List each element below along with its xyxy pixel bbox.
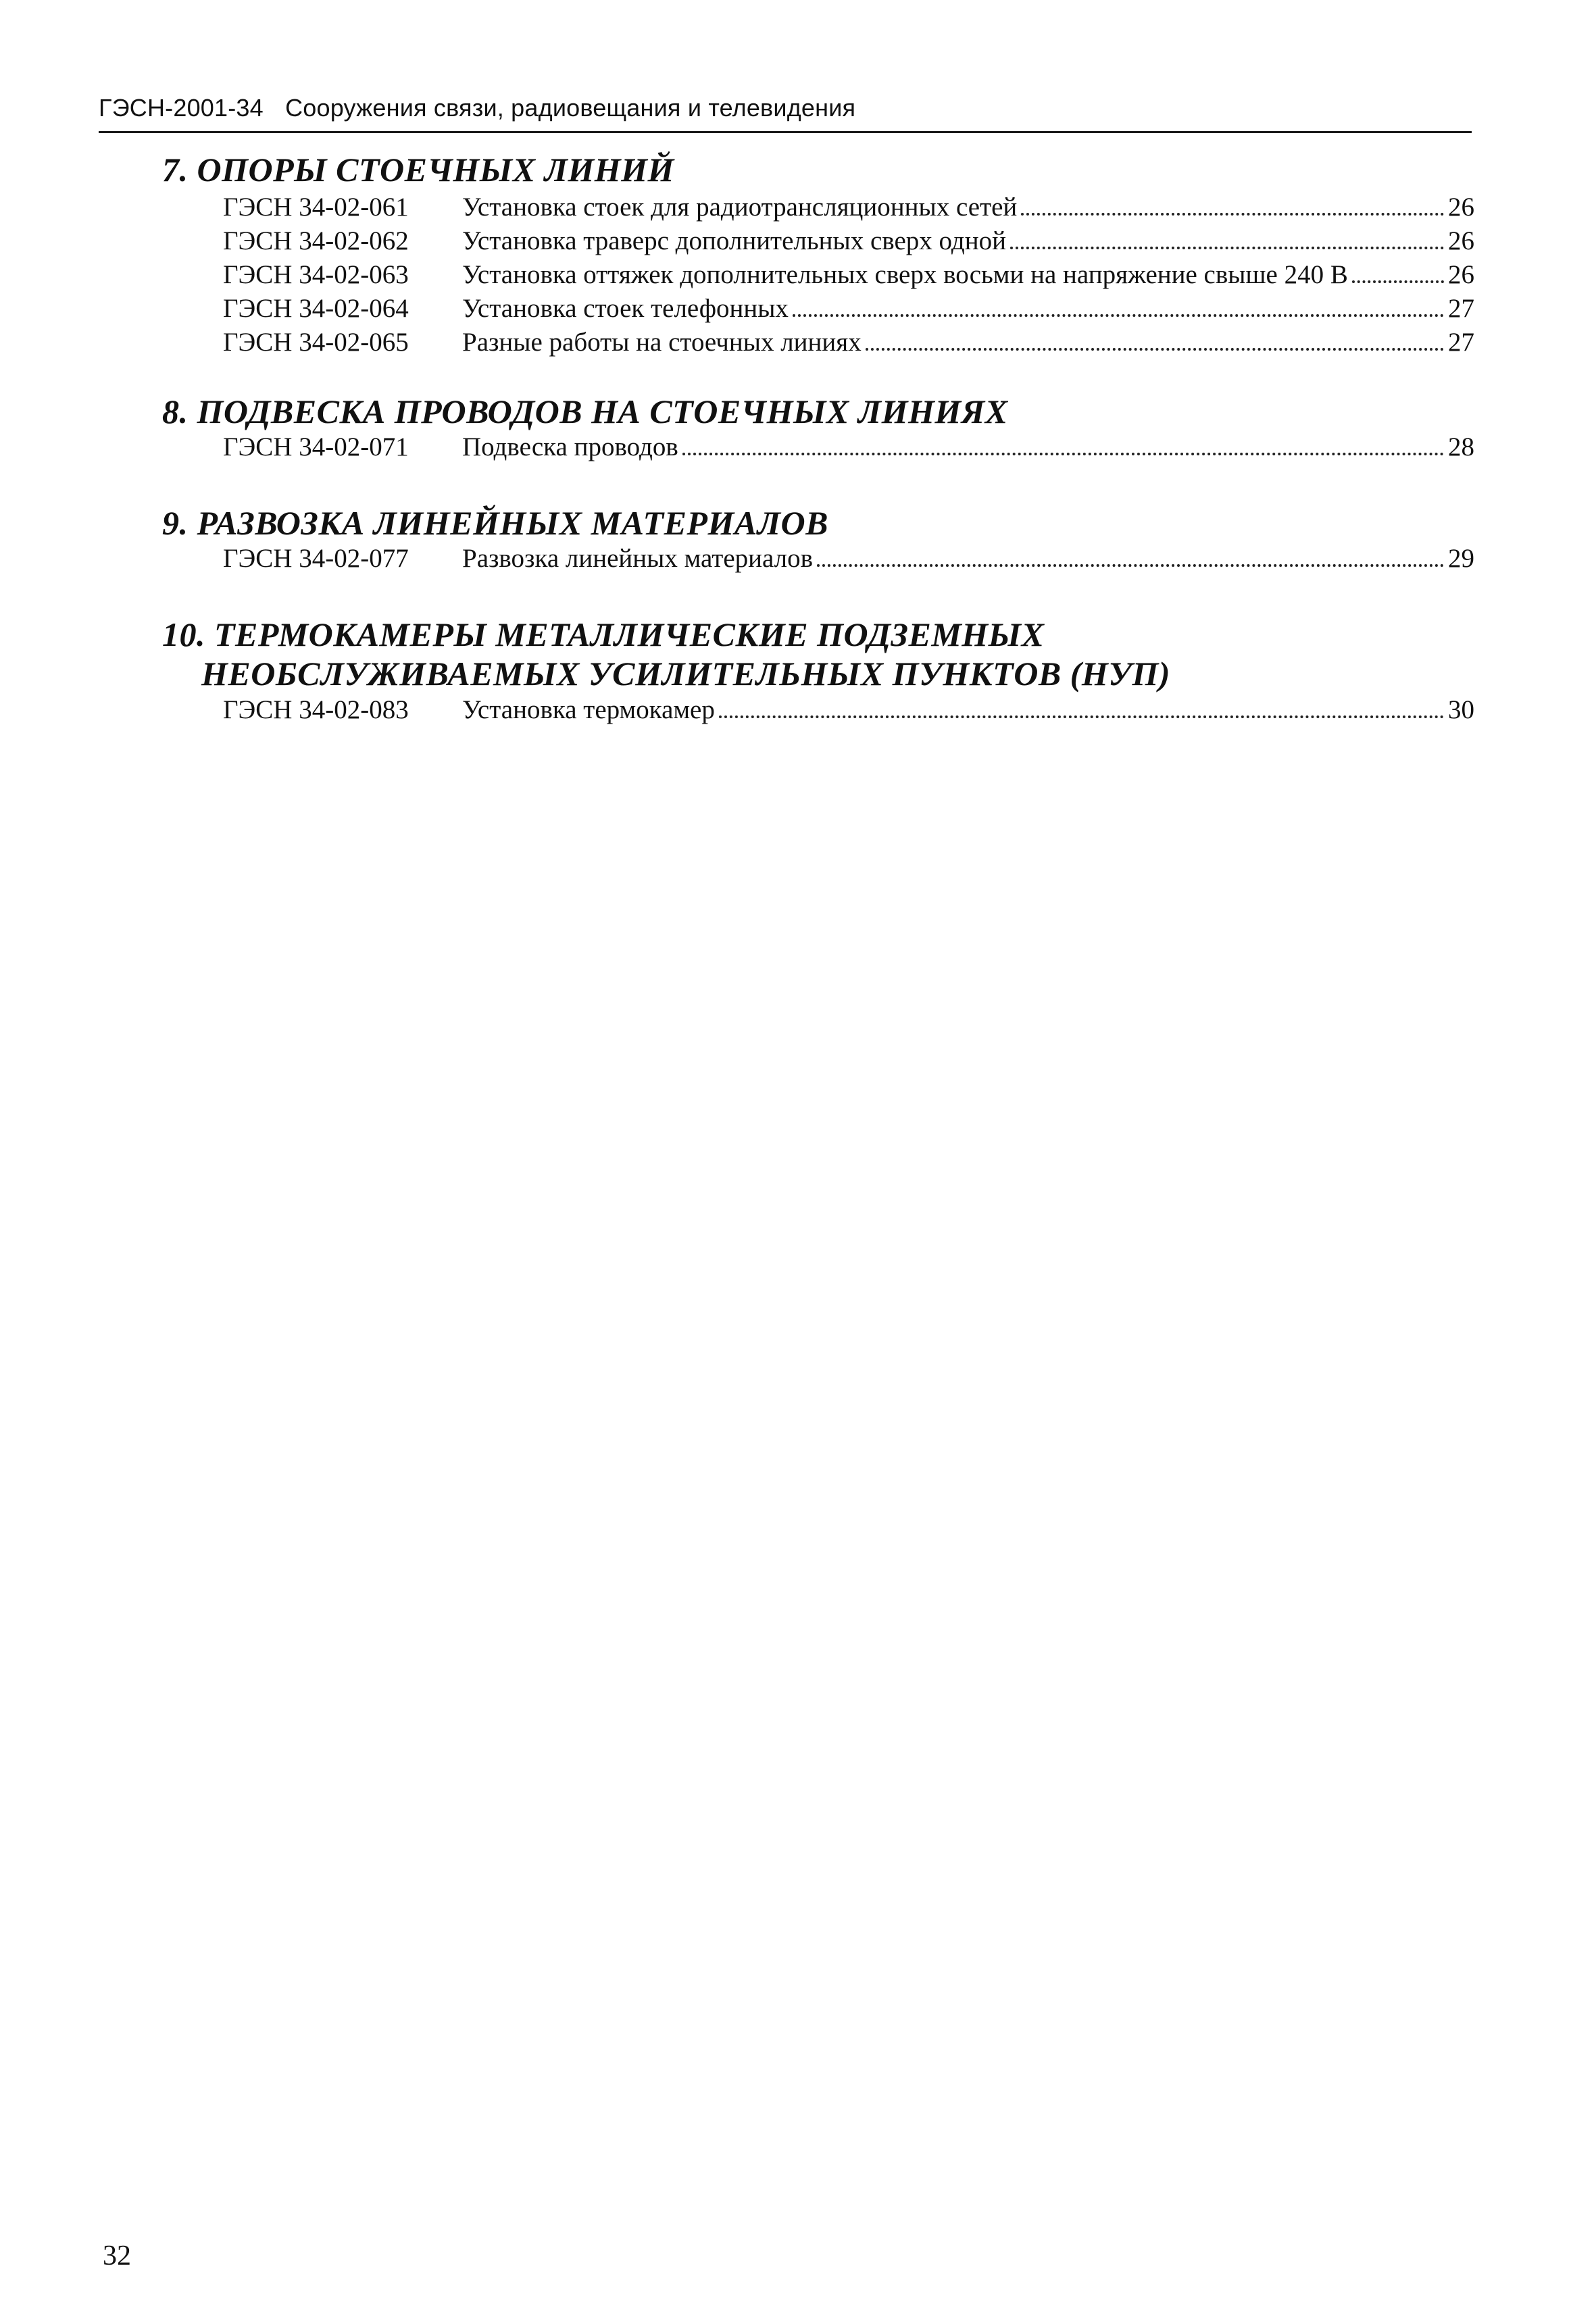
entry-title: Разные работы на стоечных линиях [462, 328, 862, 357]
toc-entry[interactable] [223, 542, 1474, 576]
entry-code: ГЭСН 34-02-061 [223, 193, 409, 222]
toc-entry[interactable] [223, 191, 1474, 224]
toc-entry[interactable] [223, 326, 1474, 359]
toc-entry[interactable] [223, 430, 1474, 464]
section-title [162, 392, 1008, 431]
entry-code: ГЭСН 34-02-062 [223, 226, 409, 255]
dot-leader [1352, 280, 1444, 283]
entry-page: 29 [1448, 544, 1474, 573]
section-title [162, 615, 1170, 693]
entry-title: Установка стоек телефонных [462, 294, 789, 323]
section-title-continuation: НЕОБСЛУЖИВАЕМЫХ УСИЛИТЕЛЬНЫХ ПУНКТОВ (НУП) [201, 655, 1171, 693]
section-title-text: 7. ОПОРЫ СТОЕЧНЫХ ЛИНИЙ [162, 151, 674, 188]
entry-title: Развозка линейных материалов [462, 544, 814, 573]
entry-page: 28 [1448, 432, 1474, 461]
section-title-text: 8. ПОДВЕСКА ПРОВОДОВ НА СТОЕЧНЫХ ЛИНИЯХ [162, 393, 1008, 430]
dot-leader [793, 314, 1444, 317]
entry-code: ГЭСН 34-02-064 [223, 294, 409, 323]
dot-leader [866, 348, 1444, 351]
entry-page: 26 [1448, 226, 1474, 255]
entry-title: Установка термокамер [462, 695, 715, 724]
entry-title: Подвеска проводов [462, 432, 678, 461]
dot-leader [1021, 213, 1444, 216]
entry-title: Установка стоек для радиотрансляционных сетей [462, 193, 1018, 222]
entry-page: 26 [1448, 260, 1474, 289]
section-title [162, 150, 674, 189]
entry-code: ГЭСН 34-02-077 [223, 544, 409, 573]
dot-leader [682, 453, 1444, 455]
header-code: ГЭСН-2001-34 [99, 94, 264, 122]
entry-code: ГЭСН 34-02-065 [223, 328, 409, 357]
section-title [162, 503, 828, 543]
header-title: Сооружения связи, радиовещания и телевидения [285, 94, 856, 122]
page-number: 32 [103, 2240, 131, 2271]
dot-leader [817, 564, 1444, 567]
entry-page: 30 [1448, 695, 1474, 724]
entry-code: ГЭСН 34-02-063 [223, 260, 409, 289]
entry-page: 26 [1448, 193, 1474, 222]
entry-page: 27 [1448, 328, 1474, 357]
section-title-text: 10. ТЕРМОКАМЕРЫ МЕТАЛЛИЧЕСКИЕ ПОДЗЕМНЫХ [162, 615, 1045, 653]
entry-code: ГЭСН 34-02-071 [223, 432, 409, 461]
entry-code: ГЭСН 34-02-083 [223, 695, 409, 724]
entry-page: 27 [1448, 294, 1474, 323]
section-title-text: 9. РАЗВОЗКА ЛИНЕЙНЫХ МАТЕРИАЛОВ [162, 504, 828, 542]
entry-title: Установка оттяжек дополнительных сверх восьми на напряжение свыше 240 В [462, 260, 1348, 289]
toc-entry[interactable] [223, 693, 1474, 727]
entry-title: Установка траверс дополнительных сверх одной [462, 226, 1007, 255]
dot-leader [719, 715, 1444, 718]
dot-leader [1010, 247, 1444, 249]
toc-entry[interactable] [223, 224, 1474, 258]
toc-entry[interactable] [223, 258, 1474, 292]
running-header [99, 93, 1472, 133]
toc-entry[interactable] [223, 292, 1474, 326]
